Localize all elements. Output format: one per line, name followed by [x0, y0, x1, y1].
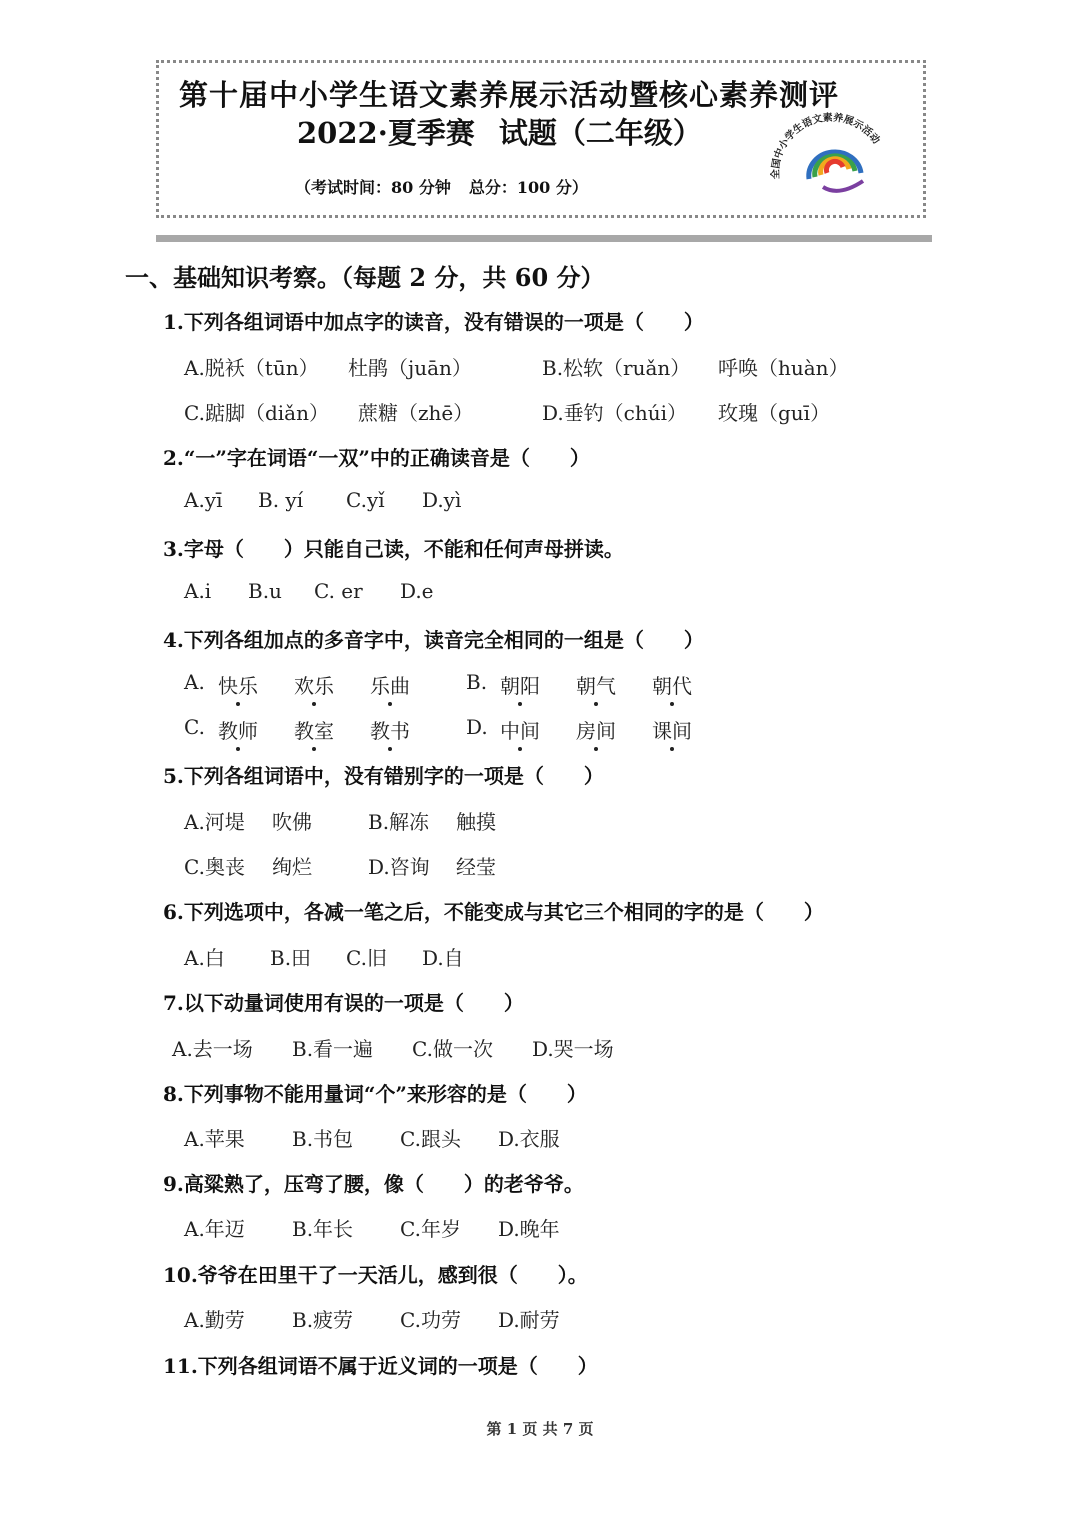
- q1-option-d: D.垂钓（chúi）: [542, 401, 688, 425]
- q6-option-d: D.自: [422, 946, 464, 970]
- exam-total-score: 总分：100 分）: [468, 178, 588, 197]
- q4-option-b-word2: [576, 670, 616, 699]
- q9-option-a: A.年迈: [184, 1217, 245, 1241]
- q5-option-c-word2: 绚烂: [272, 855, 312, 879]
- q5-option-d: D.咨询: [368, 855, 430, 879]
- header-divider: [156, 235, 932, 242]
- q5-option-b: B.解冻: [368, 810, 430, 834]
- q4-option-d-word3-text: 课间: [652, 715, 692, 744]
- q9-option-c: C.年岁: [400, 1217, 461, 1241]
- q9-option-d: D.晚年: [498, 1217, 560, 1241]
- q6-option-a: A.白: [184, 946, 225, 970]
- q4-option-c-word3-text: 教书: [370, 715, 410, 744]
- q10-option-b: B.疲劳: [292, 1308, 354, 1332]
- q4-option-c-word3: [370, 715, 410, 744]
- q7-option-c: C.做一次: [412, 1037, 493, 1061]
- q4-option-a-word2: [294, 670, 334, 699]
- q10-option-a: A.勤劳: [184, 1308, 245, 1332]
- exam-title: 第十届中小学生语文素养展示活动暨核心素养测评: [179, 78, 840, 112]
- q6-option-b: B.田: [270, 946, 312, 970]
- question-4: 4.下列各组加点的多音字中，读音完全相同的一组是（ ）: [163, 628, 704, 652]
- q4-option-d-word2-text: 房间: [576, 715, 616, 744]
- question-2: 2.“一”字在词语“一双”中的正确读音是（ ）: [163, 446, 590, 470]
- q4-option-a-word1-text: 快乐: [218, 670, 258, 699]
- q3-option-a: A.i: [184, 579, 212, 603]
- q4-option-c-label: C.: [184, 715, 205, 739]
- exam-header-box: [156, 60, 926, 218]
- page-number: 第 1 页 共 7 页: [486, 1420, 594, 1438]
- question-6: 6.下列选项中，各减一笔之后，不能变成与其它三个相同的字的是（ ）: [163, 900, 824, 924]
- q1-option-b: B.松软（ruǎn）: [542, 356, 691, 380]
- q4-option-c-word2: [294, 715, 334, 744]
- q8-option-c: C.跟头: [400, 1127, 461, 1151]
- q8-option-a: A.苹果: [184, 1127, 245, 1151]
- q4-option-b-label: B.: [466, 670, 488, 694]
- q4-option-a-label: A.: [184, 670, 205, 694]
- section-1-title: 一、基础知识考察。（每题 2 分，共 60 分）: [125, 263, 605, 292]
- q1-option-b-word2: 呼唤（huàn）: [718, 356, 849, 380]
- question-1: 1.下列各组词语中加点字的读音，没有错误的一项是（ ）: [163, 310, 704, 334]
- q4-option-b-word2-text: 朝气: [576, 670, 616, 699]
- q4-option-d-word1-text: 中间: [500, 715, 540, 744]
- q4-option-c-word2-text: 教室: [294, 715, 334, 744]
- q2-option-c: C.yǐ: [346, 488, 385, 512]
- q4-option-c-word1: [218, 715, 258, 744]
- q1-option-d-word2: 玫瑰（guī）: [718, 401, 831, 425]
- q4-option-b-word3: [652, 670, 692, 699]
- q10-option-c: C.功劳: [400, 1308, 461, 1332]
- q8-option-d: D.衣服: [498, 1127, 560, 1151]
- exam-year-season: 2022·夏季赛: [297, 116, 475, 150]
- q7-option-b: B.看一遍: [292, 1037, 374, 1061]
- q10-option-d: D.耐劳: [498, 1308, 560, 1332]
- q4-option-b-word1: [500, 670, 540, 699]
- question-5: 5.下列各组词语中，没有错别字的一项是（ ）: [163, 764, 604, 788]
- q2-option-b: B. yí: [258, 488, 304, 512]
- q4-option-d-word2: [576, 715, 616, 744]
- question-11: 11.下列各组词语不属于近义词的一项是（ ）: [163, 1354, 598, 1378]
- q4-option-d-word1: [500, 715, 540, 744]
- q5-option-b-word2: 触摸: [456, 810, 496, 834]
- q4-option-a-word1: [218, 670, 258, 699]
- q1-option-a: A.脱袄（tūn）: [184, 356, 319, 380]
- q3-option-c: C. er: [314, 579, 363, 603]
- q6-option-c: C.旧: [346, 946, 387, 970]
- q4-option-a-word3: [370, 670, 410, 699]
- q5-option-c: C.奥丧: [184, 855, 245, 879]
- q7-option-a: A.去一场: [172, 1037, 253, 1061]
- q3-option-b: B.u: [248, 579, 282, 603]
- q9-option-b: B.年长: [292, 1217, 354, 1241]
- q5-option-a: A.河堤: [184, 810, 245, 834]
- exam-paper-grade: 试题（二年级）: [498, 116, 702, 150]
- q5-option-a-word2: 吹佛: [272, 810, 312, 834]
- logo-text: 全国中小学生语文素养展示活动: [770, 112, 882, 180]
- q4-option-c-word1-text: 教师: [218, 715, 258, 744]
- question-3: 3.字母（ ）只能自己读，不能和任何声母拼读。: [163, 537, 624, 561]
- q4-option-b-word3-text: 朝代: [652, 670, 692, 699]
- q4-option-a-word2-text: 欢乐: [294, 670, 334, 699]
- q1-option-a-word2: 杜鹃（juān）: [348, 356, 472, 380]
- exam-info: [295, 175, 588, 198]
- q4-option-b-word1-text: 朝阳: [500, 670, 540, 699]
- activity-logo-icon: [765, 107, 893, 199]
- q8-option-b: B.书包: [292, 1127, 354, 1151]
- question-7: 7.以下动量词使用有误的一项是（ ）: [163, 991, 524, 1015]
- q4-option-d-word3: [652, 715, 692, 744]
- exam-time: （考试时间：80 分钟: [295, 178, 451, 197]
- q4-option-d-label: D.: [466, 715, 488, 739]
- q2-option-a: A.yī: [184, 488, 223, 512]
- q1-option-c-word2: 蔗糖（zhē）: [358, 401, 474, 425]
- exam-subtitle: [297, 111, 702, 152]
- q7-option-d: D.哭一场: [532, 1037, 614, 1061]
- q3-option-d: D.e: [400, 579, 434, 603]
- q5-option-d-word2: 经莹: [456, 855, 496, 879]
- question-10: 10.爷爷在田里干了一天活儿，感到很（ ）。: [163, 1263, 588, 1287]
- q4-option-a-word3-text: 乐曲: [370, 670, 410, 699]
- question-9: 9.高粱熟了，压弯了腰，像（ ）的老爷爷。: [163, 1172, 584, 1196]
- q2-option-d: D.yì: [422, 488, 462, 512]
- q1-option-c: C.踮脚（diǎn）: [184, 401, 329, 425]
- question-8: 8.下列事物不能用量词“个”来形容的是（ ）: [163, 1082, 587, 1106]
